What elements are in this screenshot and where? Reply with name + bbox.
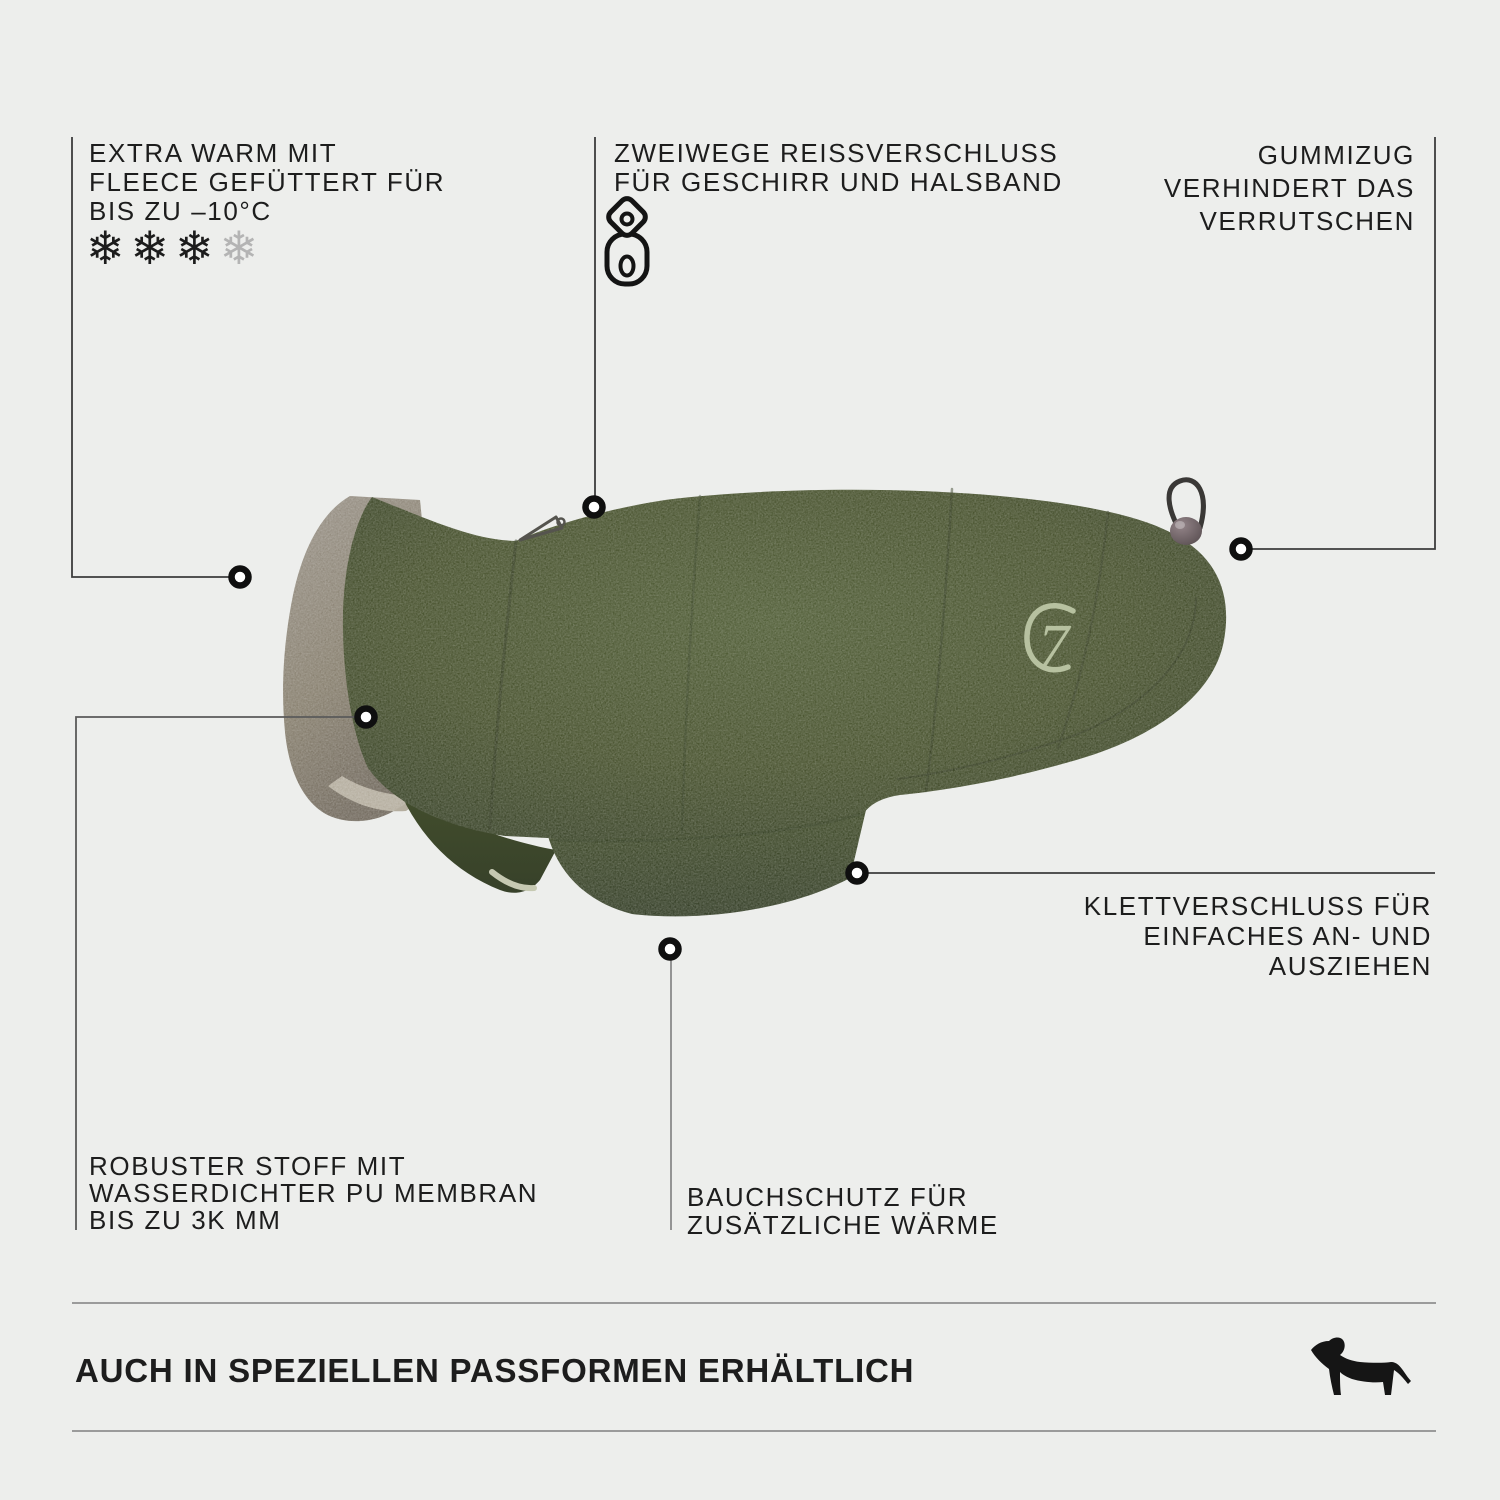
footer-divider-top — [72, 1302, 1436, 1304]
callout-two-way-zipper — [614, 139, 1063, 197]
dot-belly — [662, 941, 679, 958]
callout-elastic — [1164, 139, 1415, 238]
snowflake-icon: ❄ — [130, 221, 176, 275]
callout-line: VERRUTSCHEN — [1199, 206, 1415, 236]
cord-bead — [1170, 517, 1202, 545]
callout-line: EINFACHES AN- UND — [1143, 921, 1432, 951]
warmth-rating — [86, 222, 264, 274]
callout-line: BIS ZU –10°C — [89, 196, 272, 226]
callout-velcro — [1084, 891, 1432, 981]
callout-line: KLETTVERSCHLUSS FÜR — [1083, 891, 1432, 921]
dog-coat-illustration — [283, 480, 1226, 917]
brand-logo-glyph: 7 — [1038, 613, 1069, 681]
callout-line: FLEECE GEFÜTTERT FÜR — [89, 167, 446, 197]
callout-line: GUMMIZUG — [1257, 140, 1415, 170]
dot-fabric — [358, 709, 375, 726]
dot-zipper — [586, 499, 603, 516]
callout-line: ZWEIWEGE REISSVERSCHLUSS — [614, 138, 1059, 168]
snowflake-icon: ❄ — [86, 221, 131, 275]
callout-line: VERHINDERT DAS — [1163, 173, 1415, 203]
callout-extra-warm — [89, 139, 445, 226]
callout-line: ROBUSTER STOFF MIT — [89, 1151, 407, 1181]
callout-line: FÜR GESCHIRR UND HALSBAND — [614, 167, 1063, 197]
callout-line: BIS ZU 3K MM — [89, 1205, 282, 1235]
footer-heading: AUCH IN SPEZIELLEN PASSFORMEN ERHÄLTLICH — [75, 1352, 915, 1389]
callout-line: EXTRA WARM MIT — [89, 138, 338, 168]
callout-belly — [687, 1183, 999, 1239]
callout-line: AUSZIEHEN — [1268, 951, 1432, 981]
callout-fabric — [89, 1153, 538, 1234]
snowflake-icon: ❄ — [175, 221, 220, 275]
coat-cord-toggle — [1169, 480, 1203, 545]
dot-velcro — [849, 865, 866, 882]
dachshund-icon — [1311, 1337, 1411, 1395]
coat-wool-texture — [283, 490, 1226, 917]
callout-line: WASSERDICHTER PU MEMBRAN — [89, 1178, 539, 1208]
footer-divider-bottom — [72, 1430, 1436, 1432]
dot-elastic — [1233, 541, 1250, 558]
dot-extra-warm — [232, 569, 249, 586]
callout-line: ZUSÄTZLICHE WÄRME — [687, 1210, 999, 1240]
zipper-icon — [606, 196, 648, 284]
callout-line: BAUCHSCHUTZ FÜR — [687, 1182, 969, 1212]
snowflake-icon-dim: ❄ — [219, 221, 265, 275]
